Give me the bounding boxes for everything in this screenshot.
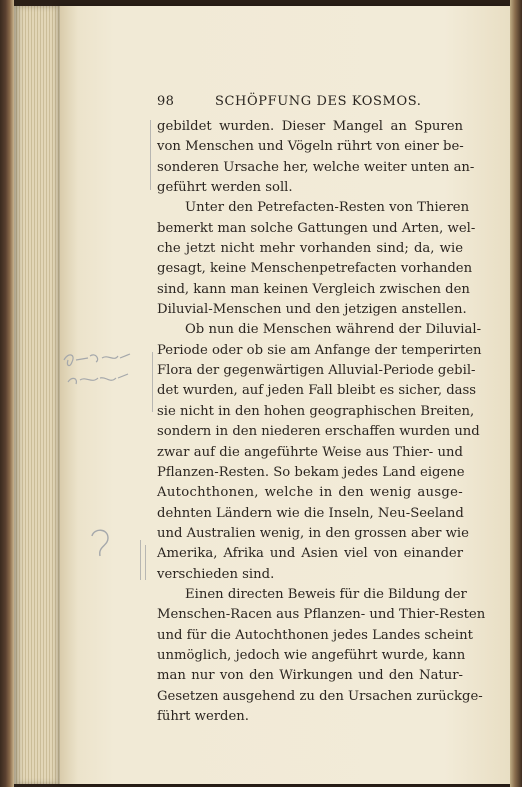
text-line: Flora der gegenwärtigen Alluvial-Periode gebil- bbox=[157, 363, 476, 379]
page-body bbox=[157, 117, 486, 727]
text-line: gebildet wurden. Dieser Mangel an Spuren bbox=[157, 119, 463, 134]
text-line: det wurden, auf jeden Fall bleibt es sicher, dass bbox=[157, 383, 477, 399]
text-line: verschieden sind. bbox=[157, 566, 275, 582]
right-page-edge bbox=[510, 0, 522, 787]
text-line: Periode oder ob sie am Anfange der temperirten bbox=[157, 342, 482, 358]
text-line: Amerika, Afrika und Asien viel von einander bbox=[157, 546, 463, 562]
paragraph bbox=[157, 198, 476, 320]
text-line: sonderen Ursache her, welche weiter unten an- bbox=[157, 159, 475, 175]
text-line: man nur von den Wirkungen und den Natur- bbox=[157, 668, 463, 684]
text-line: Unter den Petrefacten-Resten von Thieren bbox=[185, 200, 470, 216]
text-line: und für die Autochthonen jedes Landes scheint bbox=[157, 627, 473, 643]
paragraph bbox=[157, 320, 482, 584]
text-line: unmöglich, jedoch wie angeführt wurde, kann bbox=[157, 647, 466, 663]
page-number: 98 bbox=[157, 94, 175, 109]
book-binding bbox=[0, 0, 14, 787]
text-line: sie nicht in den hohen geographischen Breiten, bbox=[157, 403, 475, 419]
pencil-mark-1 bbox=[150, 120, 151, 190]
text-line: geführt werden soll. bbox=[157, 180, 293, 196]
text-line: Autochthonen, welche in den wenig ausge- bbox=[157, 485, 463, 501]
pencil-question-mark bbox=[86, 526, 116, 566]
text-line: Gesetzen ausgehend zu den Ursachen zurückge- bbox=[157, 688, 483, 704]
pencil-mark-4 bbox=[145, 545, 146, 580]
text-line: che jetzt nicht mehr vorhanden sind; da, wie bbox=[157, 241, 463, 257]
pencil-mark-2 bbox=[152, 352, 153, 412]
text-line: Pflanzen-Resten. So bekam jedes Land eigene bbox=[157, 464, 465, 480]
text-line: Diluvial-Menschen und den jetzigen anstellen. bbox=[157, 302, 467, 318]
text-line: sondern in den niederen erschaffen wurden und bbox=[157, 424, 480, 440]
text-line: bemerkt man solche Gattungen und Arten, wel- bbox=[157, 220, 476, 236]
text-line: führt werden. bbox=[157, 708, 249, 724]
text-line: sind, kann man keinen Vergleich zwischen den bbox=[157, 281, 470, 297]
text-line: Ob nun die Menschen während der Diluvial- bbox=[185, 322, 482, 338]
paragraph bbox=[157, 117, 475, 198]
text-line: gesagt, keine Menschenpetrefacten vorhanden bbox=[157, 261, 473, 277]
page-stack-edge bbox=[14, 6, 64, 784]
text-line: Einen directen Beweis für die Bildung der bbox=[185, 586, 467, 602]
text-line: zwar auf die angeführte Weise aus Thier- und bbox=[157, 444, 463, 460]
text-line: Menschen-Racen aus Pflanzen- und Thier-Resten bbox=[157, 607, 486, 623]
pencil-mark-3 bbox=[140, 540, 141, 580]
pencil-annotation-scribble bbox=[58, 348, 148, 398]
text-line: dehnten Ländern wie die Inseln, Neu-Seeland bbox=[157, 505, 464, 521]
text-line: und Australien wenig, in den grossen aber wie bbox=[157, 525, 469, 541]
paragraph bbox=[157, 585, 486, 727]
text-line: von Menschen und Vögeln rührt von einer be- bbox=[157, 139, 464, 155]
running-title: SCHÖPFUNG DES KOSMOS. bbox=[215, 94, 422, 109]
